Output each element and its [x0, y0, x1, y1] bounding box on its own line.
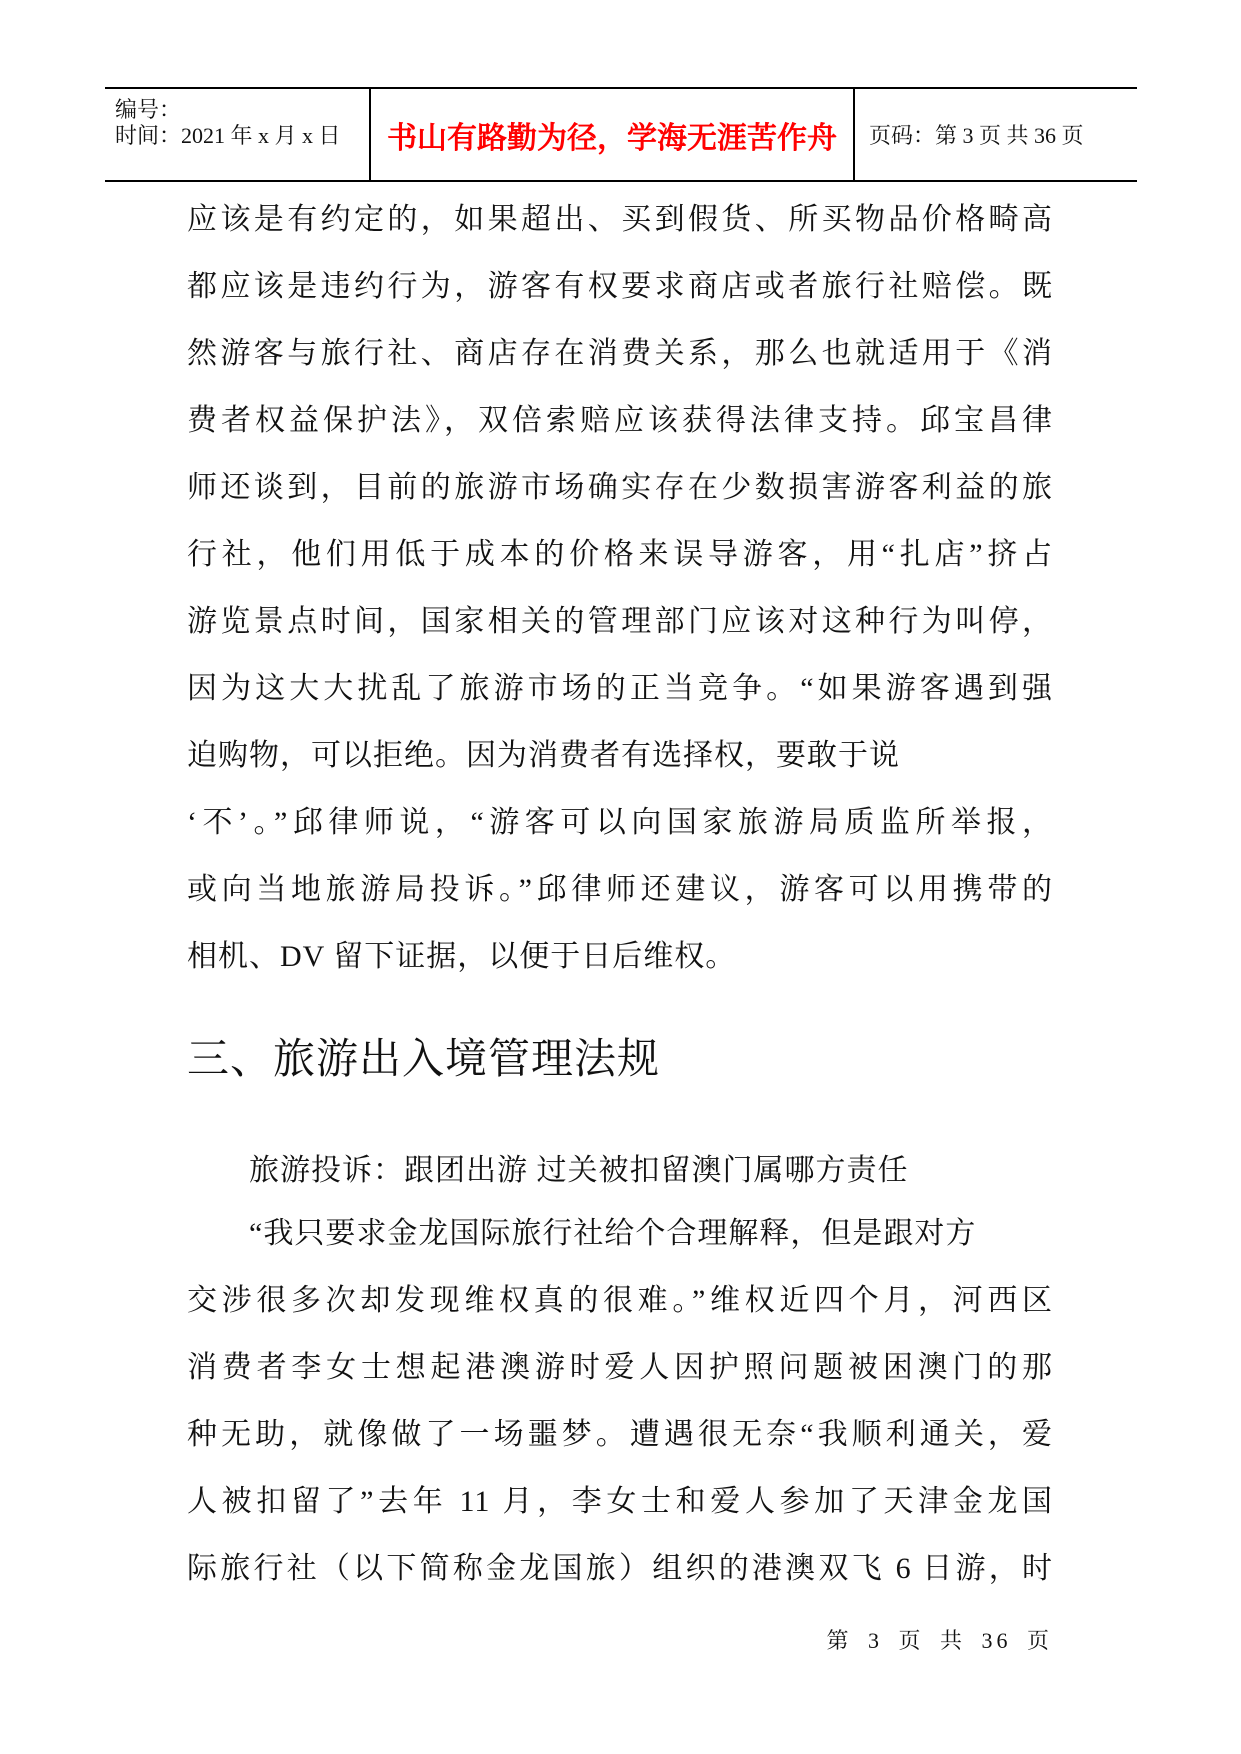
body-line: 游览景点时间，国家相关的管理部门应该对这种行为叫停，	[187, 605, 1053, 638]
doc-date-label: 时间：2021 年 x 月 x 日	[115, 123, 341, 148]
motto-text: 书山有路勤为径，学海无涯苦作舟	[387, 121, 837, 155]
paragraph-1	[187, 186, 1053, 990]
subsection-title: 旅游投诉：跟团出游 过关被扣留澳门属哪方责任	[249, 1154, 909, 1187]
doc-number-label: 编号：	[115, 97, 182, 122]
footer-page-number: 第 3 页 共 36 页	[826, 1628, 1053, 1653]
body-line: 都应该是违约行为，游客有权要求商店或者旅行社赔偿。既	[187, 270, 1053, 303]
body-line: 际旅行社（以下简称金龙国旅）组织的港澳双飞 6 日游，时	[187, 1552, 1053, 1585]
body-line: 相机、DV 留下证据，以便于日后维权。	[187, 940, 737, 973]
body-line: 行社，他们用低于成本的价格来误导游客，用“扎店”挤占	[187, 538, 1053, 571]
body-line: 师还谈到，目前的旅游市场确实存在少数损害游客利益的旅	[187, 471, 1053, 504]
body-line: 交涉很多次却发现维权真的很难。”维权近四个月，河西区	[187, 1284, 1053, 1317]
body-line: ‘不’。”邱律师说，“游客可以向国家旅游局质监所举报，	[187, 806, 1053, 839]
body-line: 因为这大大扰乱了旅游市场的正当竞争。“如果游客遇到强	[187, 672, 1053, 705]
body-line: 然游客与旅行社、商店存在消费关系，那么也就适用于《消	[187, 337, 1053, 370]
body-line: 应该是有约定的，如果超出、买到假货、所买物品价格畸高	[187, 203, 1053, 236]
body-line: 迫购物，可以拒绝。因为消费者有选择权，要敢于说	[187, 739, 900, 772]
page-number-label: 页码：第 3 页 共 36 页	[869, 123, 1084, 148]
body-line: “我只要求金龙国际旅行社给个合理解释，但是跟对方	[249, 1217, 977, 1250]
body-line: 费者权益保护法》，双倍索赔应该获得法律支持。邱宝昌律	[187, 404, 1053, 437]
body-line: 人被扣留了”去年 11 月，李女士和爱人参加了天津金龙国	[187, 1485, 1053, 1518]
header-cell-motto	[369, 89, 855, 180]
paragraph-2	[187, 1200, 1053, 1602]
section-heading: 三、旅游出入境管理法规	[187, 1037, 661, 1083]
body-line: 种无助，就像做了一场噩梦。遭遇很无奈“我顺利通关，爱	[187, 1418, 1053, 1451]
body-line: 或向当地旅游局投诉。”邱律师还建议，游客可以用携带的	[187, 873, 1053, 906]
header-cell-left	[105, 89, 369, 180]
header-table	[105, 87, 1137, 182]
body-line: 消费者李女士想起港澳游时爱人因护照问题被困澳门的那	[187, 1351, 1053, 1384]
header-cell-page	[855, 89, 1137, 180]
